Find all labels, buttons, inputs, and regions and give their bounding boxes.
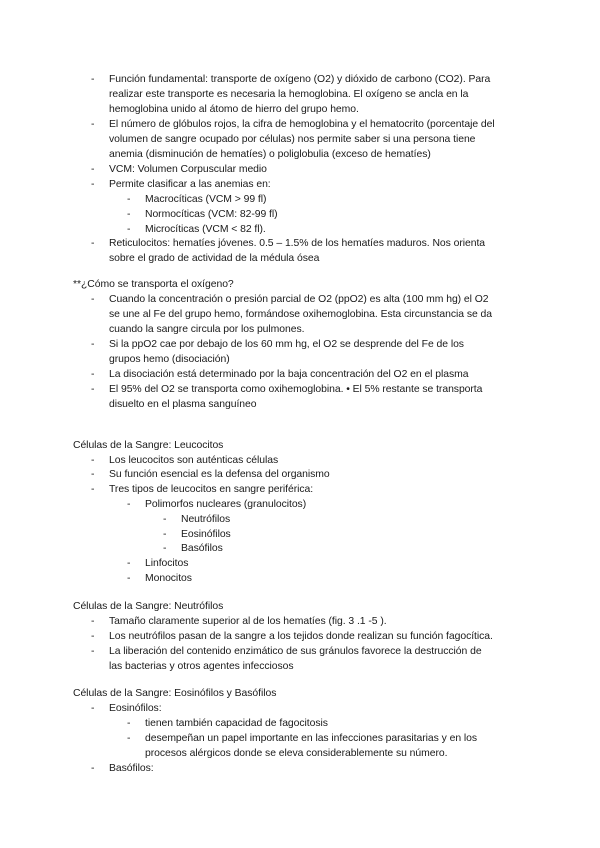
section-title: Células de la Sangre: Eosinófilos y Basófilos (73, 688, 277, 699)
text-line: Si la ppO2 cae por debajo de los 60 mm hg, el O2 se desprende del Fe de los (109, 339, 464, 350)
bullet: - (163, 529, 167, 540)
text-line: Permite clasificar a las anemias en: (109, 179, 271, 190)
text-line: Tamaño claramente superior al de los hematíes (fig. 3 .1 -5 ). (109, 616, 387, 627)
text-line: se une al Fe del grupo hemo, formándose oxihemoglobina. Esta circunstancia se da (109, 309, 492, 320)
text-line: volumen de sangre ocupado por células) nos permite saber si una persona tiene (109, 134, 476, 145)
bullet: - (91, 339, 95, 350)
bullet: - (91, 74, 95, 85)
bullet: - (163, 543, 167, 554)
text-line: cuando la sangre circula por los pulmones. (109, 324, 305, 335)
text-line: Su función esencial es la defensa del organismo (109, 469, 330, 480)
text-line: El número de glóbulos rojos, la cifra de hemoglobina y el hematocrito (porcentaje del (109, 119, 495, 130)
text-line: VCM: Volumen Corpuscular medio (109, 164, 267, 175)
text-line: La disociación está determinado por la baja concentración del O2 en el plasma (109, 369, 469, 380)
text-line: las bacterias y otros agentes infecciosos (109, 661, 294, 672)
bullet: - (127, 733, 131, 744)
bullet: - (91, 631, 95, 642)
text-line: Tres tipos de leucocitos en sangre periférica: (109, 484, 314, 495)
bullet: - (91, 238, 95, 249)
bullet: - (91, 455, 95, 466)
text-line: Eosinófilos (181, 529, 231, 540)
bullet: - (91, 703, 95, 714)
section-title: **¿Cómo se transporta el oxígeno? (73, 279, 234, 290)
bullet: - (127, 194, 131, 205)
bullet: - (91, 119, 95, 130)
text-line: Los leucocitos son auténticas células (109, 455, 279, 466)
bullet: - (91, 294, 95, 305)
text-line: La liberación del contenido enzimático de sus gránulos favorece la destrucción de (109, 646, 482, 657)
bullet: - (163, 514, 167, 525)
text-line: Linfocitos (145, 558, 189, 569)
text-line: El 95% del O2 se transporta como oxihemoglobina. • El 5% restante se transporta (109, 384, 483, 395)
bullet: - (127, 558, 131, 569)
text-line: Reticulocitos: hematíes jóvenes. 0.5 – 1.5% de los hematíes maduros. Nos orienta (109, 238, 486, 249)
section-title: Células de la Sangre: Leucocitos (73, 440, 224, 451)
bullet: - (91, 179, 95, 190)
text-line: Monocitos (145, 573, 192, 584)
text-line: tienen también capacidad de fagocitosis (145, 718, 328, 729)
bullet: - (127, 499, 131, 510)
text-line: Eosinófilos: (109, 703, 162, 714)
text-line: Macrocíticas (VCM > 99 fl) (145, 194, 267, 205)
text-line: grupos hemo (disociación) (109, 354, 230, 365)
bullet: - (91, 384, 95, 395)
text-line: Basófilos (181, 543, 223, 554)
text-line: desempeñan un papel importante en las infecciones parasitarias y en los (145, 733, 478, 744)
text-line: Microcíticas (VCM < 82 fl). (145, 224, 266, 235)
bullet: - (127, 573, 131, 584)
bullet: - (127, 209, 131, 220)
text-line: Polimorfos nucleares (granulocitos) (145, 499, 307, 510)
text-line: Función fundamental: transporte de oxígeno (O2) y dióxido de carbono (CO2). Para (109, 74, 491, 85)
text-line: procesos alérgicos donde se eleva considerablemente su número. (145, 748, 448, 759)
text-line: Normocíticas (VCM: 82-99 fl) (145, 209, 278, 220)
bullet: - (91, 469, 95, 480)
bullet: - (127, 718, 131, 729)
section-title: Células de la Sangre: Neutrófilos (73, 601, 224, 612)
text-line: disuelto en el plasma sanguíneo (109, 399, 257, 410)
bullet: - (91, 646, 95, 657)
bullet: - (91, 369, 95, 380)
bullet: - (91, 484, 95, 495)
text-line: Neutrófilos (181, 514, 231, 525)
bullet: - (91, 616, 95, 627)
bullet: - (127, 224, 131, 235)
text-line: realizar este transporte es necesaria la hemoglobina. El oxígeno se ancla en la (109, 89, 469, 100)
bullet: - (91, 164, 95, 175)
text-line: hemoglobina unido al átomo de hierro del grupo hemo. (109, 104, 359, 115)
bullet: - (91, 763, 95, 774)
text-line: Los neutrófilos pasan de la sangre a los tejidos donde realizan su función fagocítica. (109, 631, 493, 642)
text-line: anemia (disminución de hematíes) o poliglobulia (exceso de hematíes) (109, 149, 431, 160)
text-line: sobre el grado de actividad de la médula ósea (109, 253, 320, 264)
text-line: Basófilos: (109, 763, 154, 774)
text-line: Cuando la concentración o presión parcial de O2 (ppO2) es alta (100 mm hg) el O2 (109, 294, 489, 305)
